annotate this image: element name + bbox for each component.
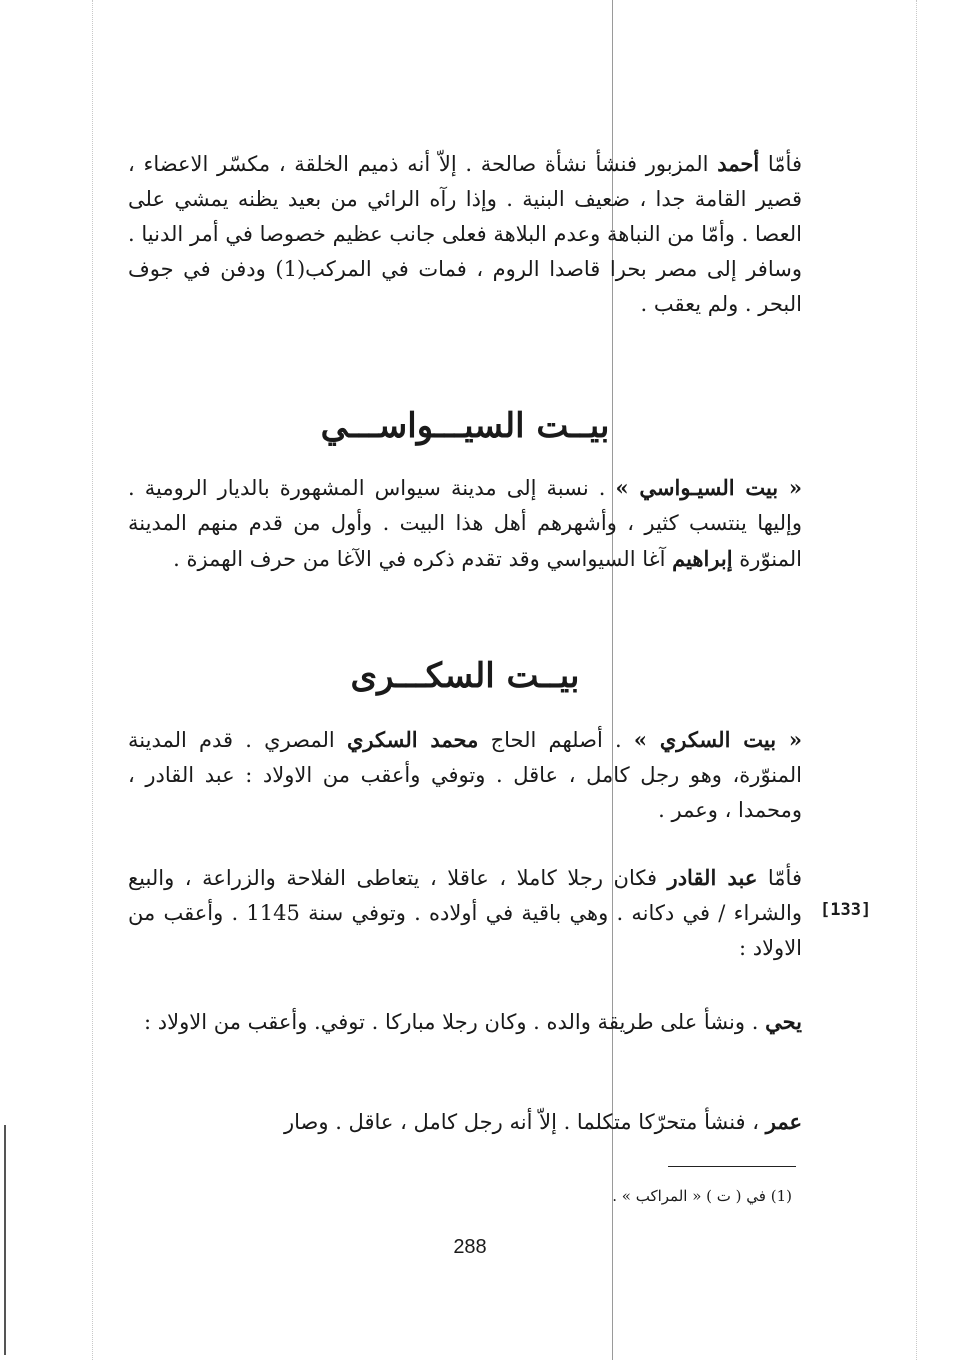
person-name: إبراهيم xyxy=(672,546,733,571)
paragraph-text: . نسبة إلى مدينة سيواس المشهورة بالديار الرومية . وإليها ينتسب كثير ، وأشهرهم أهل هذا البيت . وأول من قدم منهم المدينة المنوّرة xyxy=(128,476,802,571)
person-name: أحمد xyxy=(717,151,760,176)
person-name: عمر xyxy=(765,1109,802,1134)
person-name: محمد السكري xyxy=(346,727,479,752)
manuscript-page-reference: [133] xyxy=(820,900,872,920)
paragraph-text: ، فنشأ متحرّكا متكلما . إلاّ أنه رجل كامل ، عاقل . وصار xyxy=(284,1110,760,1134)
quoted-family-name: « بيت السكري » xyxy=(633,727,802,752)
scan-artifact-line xyxy=(92,0,93,1360)
paragraph-siwasi xyxy=(128,470,802,577)
paragraph-sukkari xyxy=(128,722,802,828)
paragraph-yahya xyxy=(128,1004,802,1040)
page-number: 288 xyxy=(453,1236,487,1258)
paragraph-text: . أصلهم الحاج xyxy=(490,728,622,752)
paragraph-text: المزبور فنشأ نشأة صالحة . إلاّ أنه ذميم الخلقة ، مكسّر الاعضاء ، قصير القامة جدا ، ضعيف البنية . وإذا رآه الرائي من بعيد يظنه يمشي على العصا . وأمّا من النباهة وعدم البلاهة فعلى جانب عظيم خصوصا في أمر الدنيا . وسافر إلى مصر بحرا قاصدا الروم ، فمات في المركب(1) ودفن في جوف البحر . ولم يعقب . xyxy=(128,152,802,316)
person-name: عبد القادر xyxy=(667,865,758,890)
lead-word: فأمّا xyxy=(767,152,802,176)
lead-word: فأمّا xyxy=(767,866,802,890)
person-name: يحي xyxy=(765,1009,802,1034)
quoted-family-name: « بيت السيـواسي » xyxy=(615,475,802,500)
paragraph-text: آغا السيواسي وقد تقدم ذكره في الآغا من حرف الهمزة . xyxy=(173,547,666,571)
paragraph-text: . ونشأ على طريقة والده . وكان رجلا مباركا . توفي. وأعقب من الاولاد : xyxy=(144,1010,759,1034)
paragraph-umar xyxy=(128,1104,802,1140)
paragraph-abdulqadir xyxy=(128,860,802,966)
paragraph-text: فكان رجلا كاملا ، عاقلا ، يتعاطى الفلاحة والزراعة ، والبيع والشراء / في دكانه . وهي باقية في أولاده . وتوفي سنة 1145 . وأعقب من الاولاد : xyxy=(128,866,802,960)
section-heading-siwasi: بيــت السيـــواســـي xyxy=(320,406,610,446)
scan-artifact-line xyxy=(916,0,917,1360)
footnote: (1) في ( ت ) « المراكب » . xyxy=(612,1187,792,1205)
paragraph-ahmad xyxy=(128,146,802,322)
scan-edge-mark xyxy=(4,1125,6,1355)
paragraph-text: المصري . قدم المدينة المنوّرة، وهو رجل كامل ، عاقل . وتوفي وأعقب من الاولاد : عبد القادر ، ومحمدا ، وعمر . xyxy=(128,728,802,822)
footnote-divider xyxy=(668,1166,796,1167)
section-heading-sukkari: بيــت السكـــرى xyxy=(350,656,580,696)
